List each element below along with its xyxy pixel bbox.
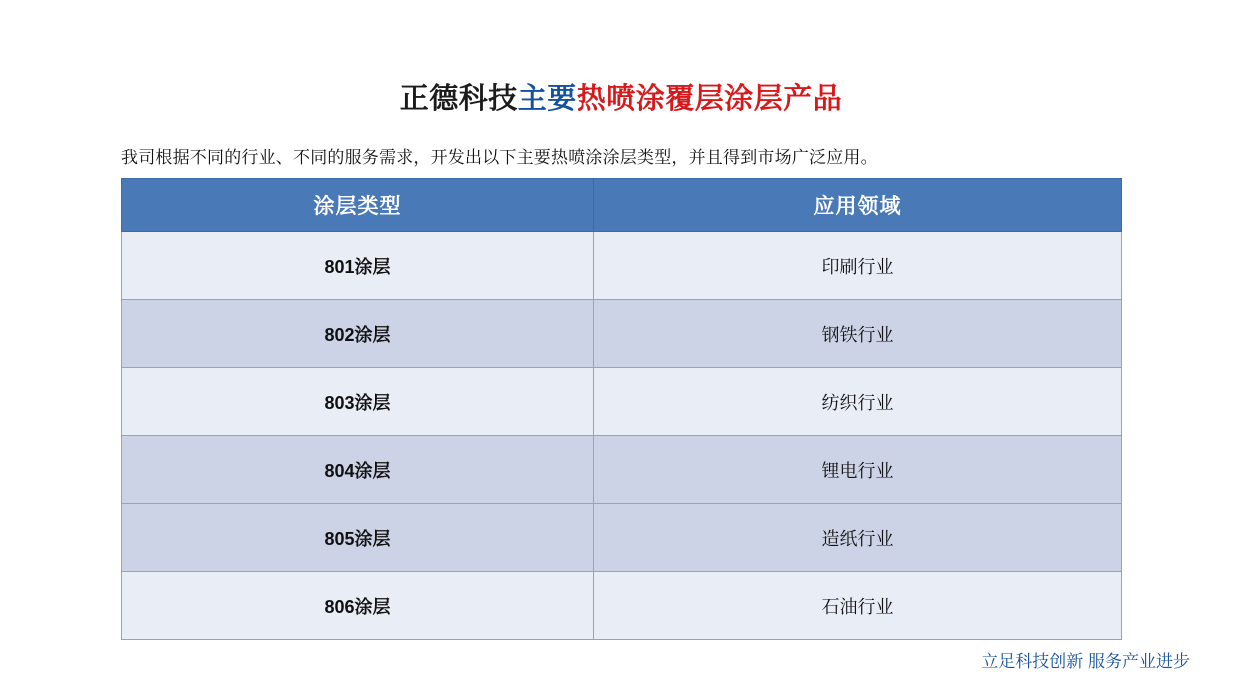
cell-coating-type: 805涂层 <box>122 504 594 572</box>
page-title-main: 主要 <box>517 83 577 115</box>
table-row <box>122 232 1122 300</box>
cell-application-field: 锂电行业 <box>594 436 1122 504</box>
page-title-product: 热喷涂覆层涂层产品 <box>576 83 843 115</box>
table-header-row <box>122 179 1122 232</box>
table-row <box>122 436 1122 504</box>
cell-coating-type: 803涂层 <box>122 368 594 436</box>
cell-application-field: 印刷行业 <box>594 232 1122 300</box>
cell-coating-type: 801涂层 <box>122 232 594 300</box>
intro-paragraph: 我司根据不同的行业、不同的服务需求，开发出以下主要热喷涂涂层类型，并且得到市场广泛应用。 <box>121 148 878 167</box>
coating-table <box>121 178 1122 640</box>
cell-application-field: 钢铁行业 <box>594 300 1122 368</box>
column-header-application-field: 应用领域 <box>594 179 1122 232</box>
table-row <box>122 300 1122 368</box>
slide-footer-slogan: 立足科技创新 服务产业进步 <box>981 652 1190 671</box>
cell-application-field: 石油行业 <box>594 572 1122 640</box>
table-row <box>122 504 1122 572</box>
cell-application-field: 造纸行业 <box>594 504 1122 572</box>
cell-coating-type: 806涂层 <box>122 572 594 640</box>
table-row <box>122 368 1122 436</box>
page-title <box>0 76 1242 117</box>
cell-application-field: 纺织行业 <box>594 368 1122 436</box>
table-header <box>122 179 1122 232</box>
cell-coating-type: 804涂层 <box>122 436 594 504</box>
page-title-company: 正德科技 <box>399 83 518 115</box>
table-body <box>122 232 1122 640</box>
cell-coating-type: 802涂层 <box>122 300 594 368</box>
table-row <box>122 572 1122 640</box>
column-header-coating-type: 涂层类型 <box>122 179 594 232</box>
